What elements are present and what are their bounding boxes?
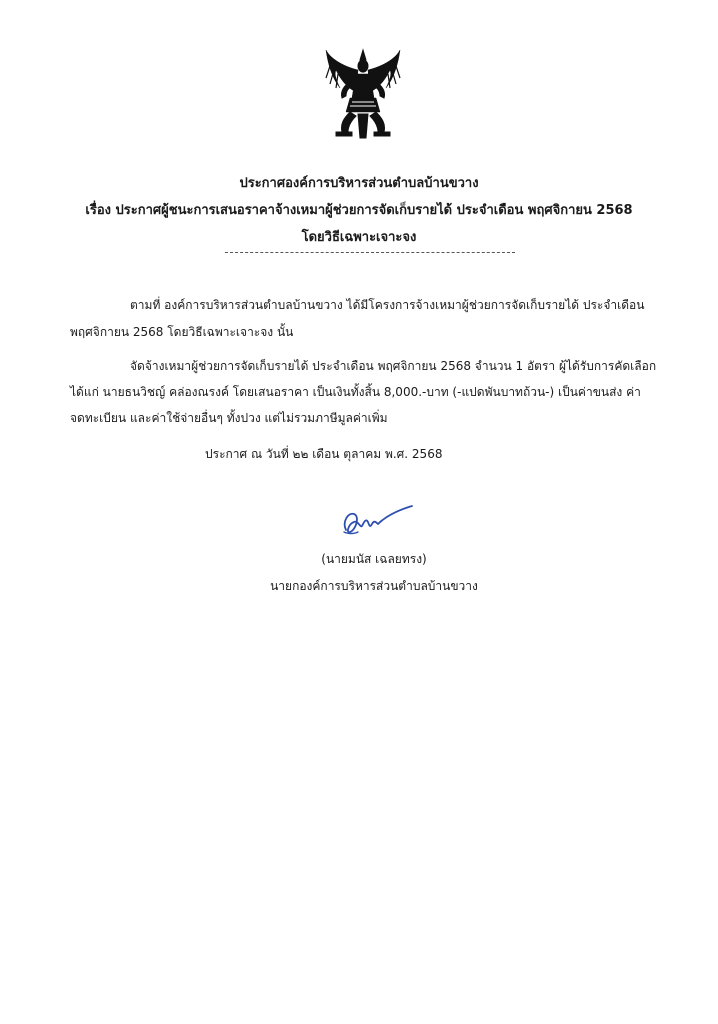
handwritten-signature: [336, 500, 416, 542]
announcement-method: โดยวิธีเฉพาะเจาะจง: [301, 230, 417, 245]
heading-divider: [225, 252, 515, 253]
signatory-name: (นายมนัส เฉลยทรง): [321, 552, 427, 566]
garuda-emblem-icon: [322, 48, 404, 140]
announcement-subject: เรื่อง ประกาศผู้ชนะการเสนอราคาจ้างเหมาผู้ช่วยการจัดเก็บรายได้ ประจำเดือน พฤศจิกายน 2568: [85, 203, 633, 218]
paragraph-1-line-2: พฤศจิกายน 2568 โดยวิธีเฉพาะเจาะจง นั้น: [70, 325, 294, 339]
paragraph-2-line-3: จดทะเบียน และค่าใช้จ่ายอื่นๆ ทั้งปวง แต่ไม่รวมภาษีมูลค่าเพิ่ม: [70, 411, 388, 425]
paragraph-1-line-1: ตามที่ องค์การบริหารส่วนตำบลบ้านขวาง ได้มีโครงการจ้างเหมาผู้ช่วยการจัดเก็บรายได้ ประจำเดือน: [130, 298, 645, 312]
paragraph-2-line-2: ได้แก่ นายธนวิชญ์ คล่องณรงค์ โดยเสนอราคา เป็นเงินทั้งสิ้น 8,000.-บาท (-แปดพันบาทถ้วน-) เป็นค่าขนส่ง ค่า: [70, 385, 641, 399]
announcement-date: ประกาศ ณ วันที่ ๒๒ เดือน ตุลาคม พ.ศ. 2568: [205, 447, 443, 461]
paragraph-2-line-1: จัดจ้างเหมาผู้ช่วยการจัดเก็บรายได้ ประจำเดือน พฤศจิกายน 2568 จำนวน 1 อัตรา ผู้ได้รับการคัดเลือก: [130, 359, 657, 373]
announcement-title: ประกาศองค์การบริหารส่วนตำบลบ้านขวาง: [239, 176, 479, 191]
signatory-title: นายกองค์การบริหารส่วนตำบลบ้านขวาง: [270, 579, 478, 593]
